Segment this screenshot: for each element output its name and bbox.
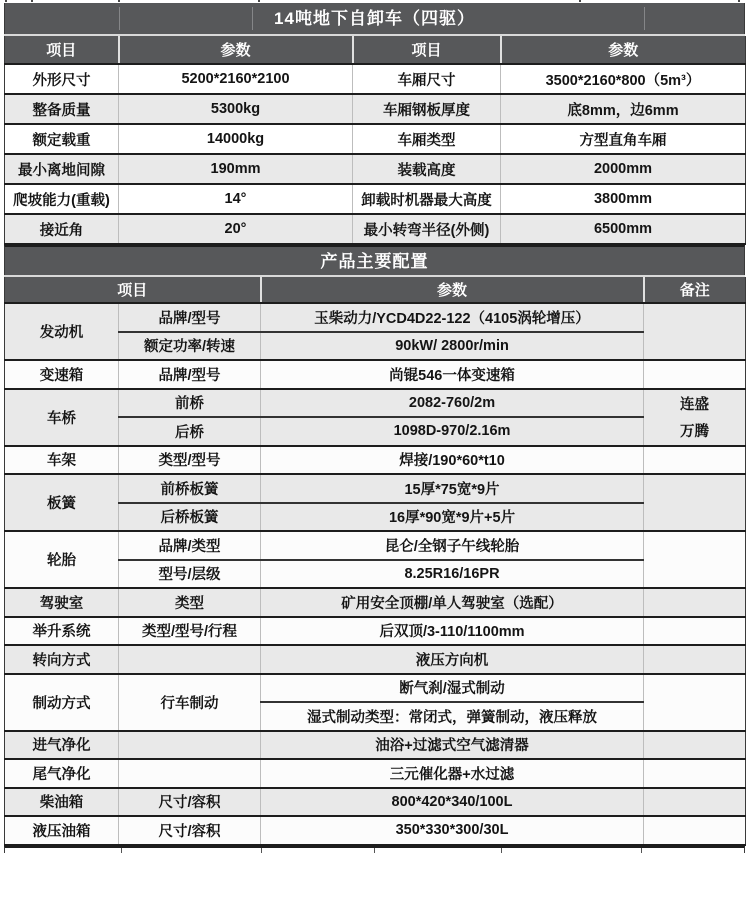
- param-value: 1098D-970/2.16m: [261, 417, 644, 446]
- page-title-text: 14吨地下自卸车（四驱）: [274, 9, 475, 28]
- param-value: 焊接/190*60*t10: [261, 446, 644, 475]
- sub-item: 后桥板簧: [119, 503, 261, 532]
- config-row: [5, 474, 746, 503]
- group-name: 制动方式: [5, 674, 119, 731]
- config-row: [5, 617, 746, 646]
- param-value: 350*330*300/30L: [261, 816, 644, 845]
- spec-header-item-1: 项目: [5, 36, 119, 64]
- param-value: 8.25R16/16PR: [261, 560, 644, 589]
- param-value: 断气刹/湿式制动: [261, 674, 644, 703]
- param-value: 2082-760/2m: [261, 389, 644, 418]
- config-row: [5, 731, 746, 760]
- group-name: 车架: [5, 446, 119, 475]
- group-name: 举升系统: [5, 617, 119, 646]
- config-row: [5, 816, 746, 845]
- section-title: [4, 245, 745, 275]
- group-name: 转向方式: [5, 645, 119, 674]
- config-row: [5, 645, 746, 674]
- spec-header-param-1: 参数: [119, 36, 353, 64]
- spec-item: 整备质量: [5, 94, 119, 124]
- config-table: [4, 277, 746, 846]
- param-value: 湿式制动类型：常闭式，弹簧制动，液压释放: [261, 702, 644, 731]
- spec-row: [5, 64, 746, 94]
- spec-value: 方型直角车厢: [501, 124, 746, 154]
- group-name: 发动机: [5, 303, 119, 360]
- spec-header-param-2: 参数: [501, 36, 746, 64]
- sub-item: [119, 731, 261, 760]
- spec-header-item-2: 项目: [353, 36, 501, 64]
- sub-item: 品牌/类型: [119, 531, 261, 560]
- sub-item: 品牌/型号: [119, 303, 261, 332]
- group-name: 液压油箱: [5, 816, 119, 845]
- section-title-text: 产品主要配置: [320, 252, 429, 271]
- group-name: 变速箱: [5, 360, 119, 389]
- spec-value: 3500*2160*800（5m³）: [501, 64, 746, 94]
- sub-item: 品牌/型号: [119, 360, 261, 389]
- sub-item: 前桥: [119, 389, 261, 418]
- param-value: 油浴+过滤式空气滤清器: [261, 731, 644, 760]
- config-row: [5, 303, 746, 332]
- spec-item: 车厢类型: [353, 124, 501, 154]
- group-name: 进气净化: [5, 731, 119, 760]
- config-row: [5, 531, 746, 560]
- config-header-note: 备注: [644, 277, 746, 303]
- param-value: 后双顶/3-110/1100mm: [261, 617, 644, 646]
- note-value: 连盛: [644, 389, 746, 418]
- param-value: 尚锟546一体变速箱: [261, 360, 644, 389]
- sub-item: 型号/层级: [119, 560, 261, 589]
- spec-table: [4, 36, 746, 245]
- spec-value: 190mm: [119, 154, 353, 184]
- config-row: [5, 588, 746, 617]
- sub-item: 额定功率/转速: [119, 332, 261, 361]
- spec-value: 3800mm: [501, 184, 746, 214]
- config-header-item: 项目: [5, 277, 261, 303]
- param-value: 玉柴动力/YCD4D22-122（4105涡轮增压）: [261, 303, 644, 332]
- sub-item: [119, 645, 261, 674]
- param-value: 90kW/ 2800r/min: [261, 332, 644, 361]
- note-value: [644, 360, 746, 389]
- note-value: [644, 645, 746, 674]
- sub-item: 类型/型号/行程: [119, 617, 261, 646]
- sub-item: 类型: [119, 588, 261, 617]
- spec-value: 14°: [119, 184, 353, 214]
- spec-item: 车厢尺寸: [353, 64, 501, 94]
- spec-item: 外形尺寸: [5, 64, 119, 94]
- spec-value: 底8mm，边6mm: [501, 94, 746, 124]
- param-value: 液压方向机: [261, 645, 644, 674]
- spec-sheet: [4, 0, 745, 853]
- note-value: [644, 674, 746, 731]
- note-value: [644, 303, 746, 360]
- param-value: 15厚*75宽*9片: [261, 474, 644, 503]
- spec-value: 14000kg: [119, 124, 353, 154]
- spec-item: 接近角: [5, 214, 119, 244]
- config-header-row: [5, 277, 746, 303]
- sub-item: 尺寸/容积: [119, 816, 261, 845]
- note-value: [644, 759, 746, 788]
- group-name: 柴油箱: [5, 788, 119, 817]
- note-value: [644, 617, 746, 646]
- spec-row: [5, 154, 746, 184]
- group-name: 车桥: [5, 389, 119, 446]
- group-name: 板簧: [5, 474, 119, 531]
- spec-item: 卸载时机器最大高度: [353, 184, 501, 214]
- sub-item: [119, 759, 261, 788]
- sub-item: 后桥: [119, 417, 261, 446]
- spec-item: 车厢钢板厚度: [353, 94, 501, 124]
- spec-row: [5, 94, 746, 124]
- sub-item: 行车制动: [119, 674, 261, 731]
- group-name: 驾驶室: [5, 588, 119, 617]
- param-value: 三元催化器+水过滤: [261, 759, 644, 788]
- param-value: 16厚*90宽*9片+5片: [261, 503, 644, 532]
- note-value: [644, 816, 746, 845]
- sub-item: 尺寸/容积: [119, 788, 261, 817]
- spec-item: 最小转弯半径(外侧): [353, 214, 501, 244]
- cropped-row-below: [4, 846, 745, 853]
- config-row: [5, 759, 746, 788]
- group-name: 尾气净化: [5, 759, 119, 788]
- note-value: [644, 731, 746, 760]
- spec-value: 20°: [119, 214, 353, 244]
- spec-value: 6500mm: [501, 214, 746, 244]
- group-name: 轮胎: [5, 531, 119, 588]
- spec-item: 爬坡能力(重载): [5, 184, 119, 214]
- spec-value: 5300kg: [119, 94, 353, 124]
- config-row: [5, 389, 746, 418]
- config-row: [5, 360, 746, 389]
- note-value: [644, 588, 746, 617]
- spec-row: [5, 184, 746, 214]
- config-row: [5, 674, 746, 703]
- config-header-param: 参数: [261, 277, 644, 303]
- config-row: [5, 446, 746, 475]
- param-value: 昆仑/全钢子午线轮胎: [261, 531, 644, 560]
- note-value: [644, 474, 746, 531]
- page-title: [4, 3, 745, 34]
- spec-header-row: [5, 36, 746, 64]
- config-row: [5, 788, 746, 817]
- spec-row: [5, 214, 746, 244]
- note-value: [644, 788, 746, 817]
- spec-value: 5200*2160*2100: [119, 64, 353, 94]
- spec-item: 最小离地间隙: [5, 154, 119, 184]
- note-value: 万腾: [644, 417, 746, 446]
- spec-value: 2000mm: [501, 154, 746, 184]
- param-value: 800*420*340/100L: [261, 788, 644, 817]
- param-value: 矿用安全顶棚/单人驾驶室（选配）: [261, 588, 644, 617]
- spec-row: [5, 124, 746, 154]
- spec-item: 额定载重: [5, 124, 119, 154]
- note-value: [644, 446, 746, 475]
- sub-item: 前桥板簧: [119, 474, 261, 503]
- sub-item: 类型/型号: [119, 446, 261, 475]
- note-value: [644, 531, 746, 588]
- spec-item: 装载高度: [353, 154, 501, 184]
